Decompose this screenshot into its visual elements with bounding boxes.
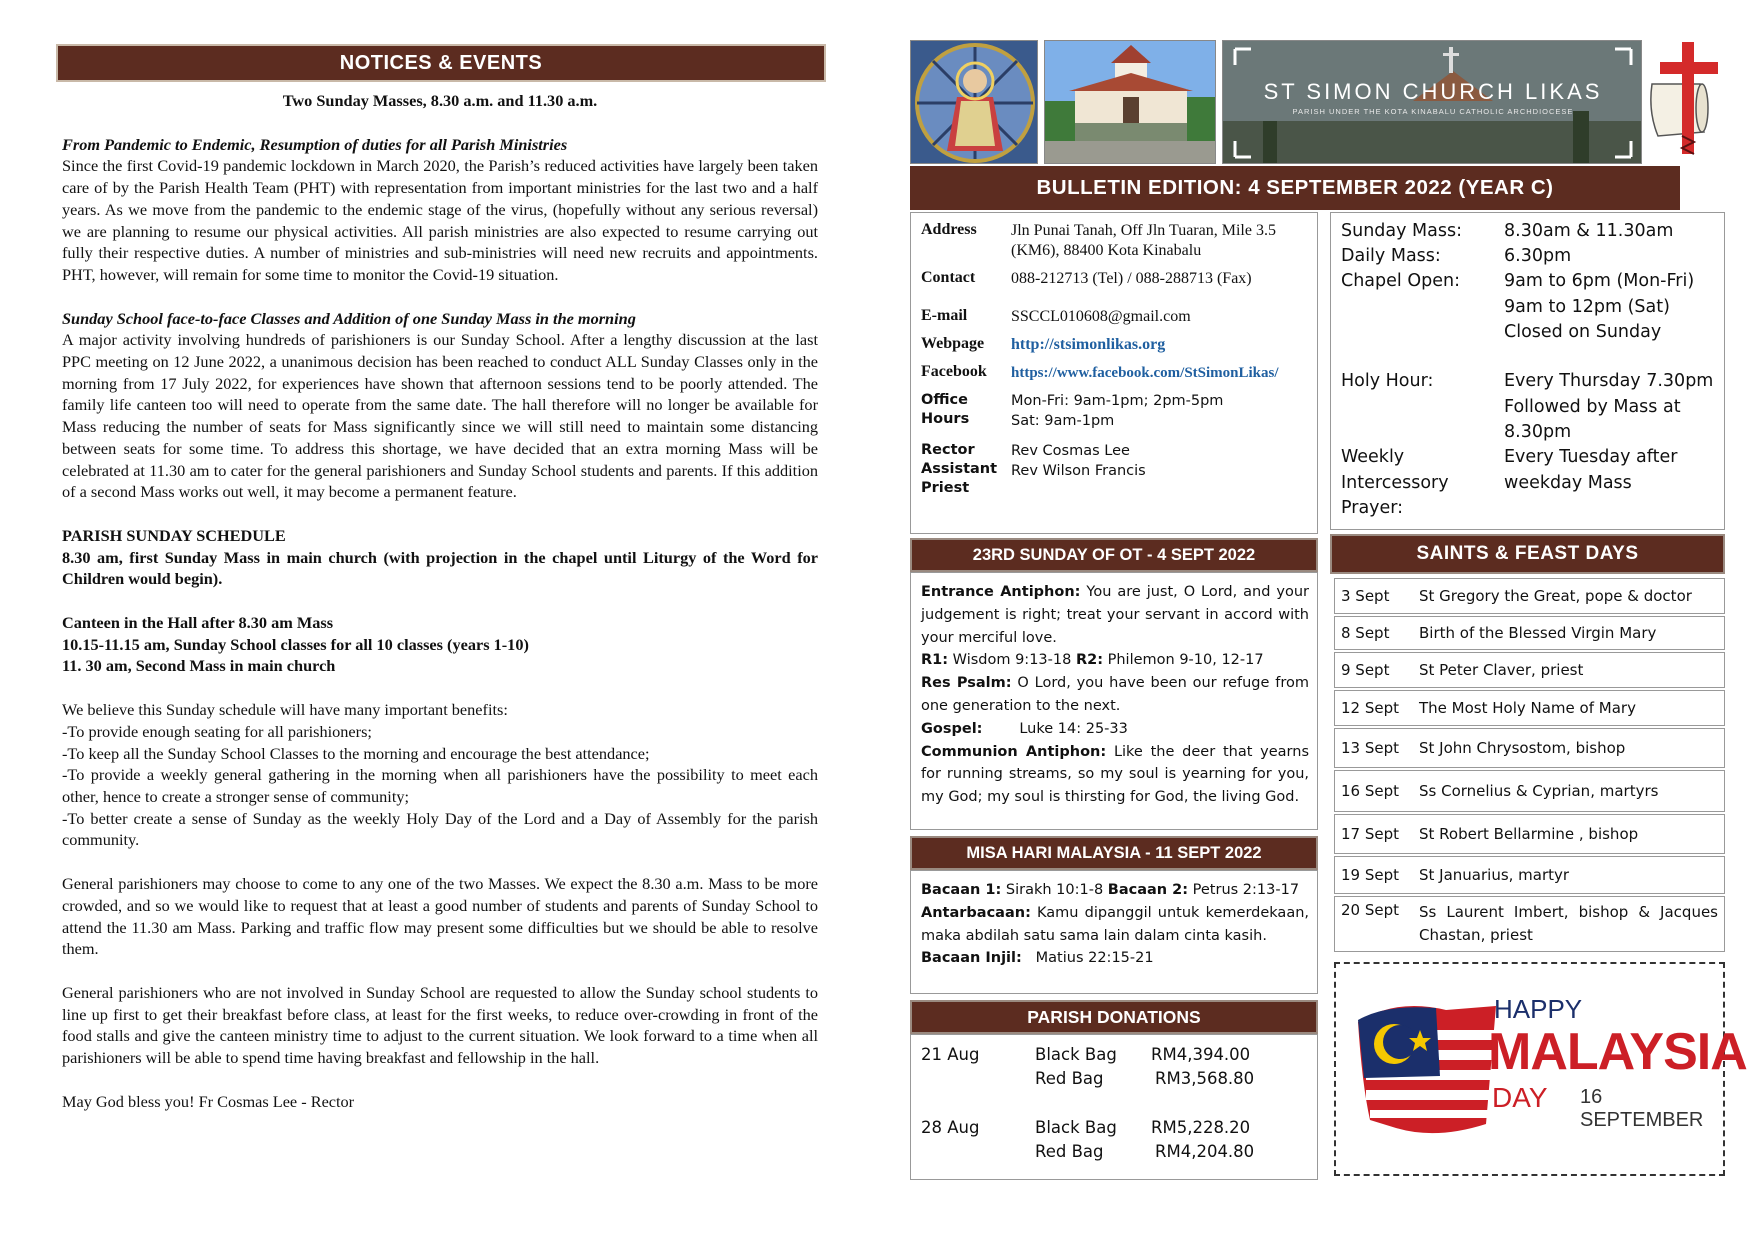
saint-row: 17 Sept St Robert Bellarmine , bishop bbox=[1334, 814, 1725, 854]
donation-label: Black Bag bbox=[1035, 1118, 1117, 1137]
facebook-row bbox=[921, 363, 1316, 383]
sunday-mass-row: Sunday Mass: 8.30am & 11.30am bbox=[1341, 221, 1674, 241]
bulletin-edition: BULLETIN EDITION: 4 SEPTEMBER 2022 (YEAR C) bbox=[910, 166, 1680, 210]
misa-readings: Bacaan 1: Sirakh 10:1-8 Bacaan 2: Petrus 2:13-17 Antarbacaan: Kamu dipanggil untuk kemerdekaan, maka abdilah satu sama lain dalam cinta kasih. Bacaan Injil: Matius 22:15-21 bbox=[910, 870, 1318, 994]
saint-row: 3 Sept St Gregory the Great, pope & doctor bbox=[1334, 578, 1725, 614]
saint-row: 12 Sept The Most Holy Name of Mary bbox=[1334, 690, 1725, 726]
saint-row: 8 Sept Birth of the Blessed Virgin Mary bbox=[1334, 616, 1725, 650]
webpage-label: Webpage bbox=[921, 335, 985, 352]
cross-scroll-logo bbox=[1644, 40, 1730, 164]
rector-names: Rev Cosmas Lee Rev Wilson Francis bbox=[1011, 443, 1146, 479]
holy-hour-row: Holy Hour: Every Thursday 7.30pm Followed by Mass at 8.30pm bbox=[1341, 371, 1714, 442]
church-subtitle: PARISH UNDER THE KOTA KINABALU CATHOLIC ARCHDIOCESE bbox=[1292, 107, 1574, 116]
schedule-item: 10.15-11.15 am, Sunday School classes for all 10 classes (years 1-10) bbox=[62, 634, 529, 654]
webpage-row bbox=[921, 335, 1316, 355]
address-label: Address bbox=[921, 221, 977, 238]
section2-title: Sunday School face-to-face Classes and Addition of one Sunday Mass in the morning bbox=[62, 308, 636, 328]
donation-label: Red Bag bbox=[1035, 1069, 1104, 1088]
donation-label: Black Bag bbox=[1035, 1045, 1117, 1064]
benefit-item: -To keep all the Sunday School Classes to the morning and encourage the best attendance; bbox=[62, 743, 650, 763]
benefit-item: -To provide enough seating for all parishioners; bbox=[62, 721, 372, 741]
office-hours: Mon-Fri: 9am-1pm; 2pm-5pm Sat: 9am-1pm bbox=[1011, 393, 1224, 429]
notices-body bbox=[62, 90, 818, 1112]
saint-row: 20 Sept Ss Laurent Imbert, bishop & Jacques Chastan, priest bbox=[1334, 896, 1725, 952]
breakfast-paragraph: General parishioners who are not involved in Sunday School are requested to allow the Sunday school students to line up first to get their breakfast before class, at least for the first weeks, to reduce over-crowding in front of the food stalls and give the canteen ministry time to adjust to the current situation. We look forward to a time when all parishioners will be able to spend time having breakfast and fellowship in the hall. bbox=[62, 982, 818, 1068]
saint-row: 16 Sept Ss Cornelius & Cyprian, martyrs bbox=[1334, 770, 1725, 812]
misa-header: MISA HARI MALAYSIA - 11 SEPT 2022 bbox=[910, 836, 1318, 870]
section1-title: From Pandemic to Endemic, Resumption of duties for all Parish Ministries bbox=[62, 134, 568, 154]
intercessory-row: Weekly Intercessory Prayer: Every Tuesday after weekday Mass bbox=[1341, 447, 1678, 518]
schedule-title: PARISH SUNDAY SCHEDULE bbox=[62, 525, 286, 545]
email-row bbox=[921, 307, 1316, 327]
saint-row: 13 Sept St John Chrysostom, bishop bbox=[1334, 728, 1725, 768]
schedule-item: Canteen in the Hall after 8.30 am Mass bbox=[62, 613, 334, 633]
address-value: Jln Punai Tanah, Off Jln Tuaran, Mile 3.5 (KM6), 88400 Kota Kinabalu bbox=[1011, 222, 1276, 259]
section2-body: A major activity involving hundreds of parishioners is our Sunday School. After a lengthy discussion at the last PPC meeting on 12 June 2022, a unanimous decision has been reached to conduct ALL Sunday Classes only in the morning from 17 July 2022, for experiences have shown that afternoon sessions tend to be poorly attended. The family life canteen too will need to operate from the same date. The hall therefore will no longer be available for Mass reducing the number of seats for Mass significantly since we will still need to maintain some distancing between seats for some time. To address this shortage, we have decided that an extra morning Mass will be celebrated at 11.30 am to cater for the general parishioners and Sunday School students and parents. If this addition of a second Mass works out well, it may become a permanent feature. bbox=[62, 330, 818, 502]
church-photo bbox=[1044, 40, 1216, 164]
rector-row bbox=[921, 441, 1316, 498]
chapel-open-row: Chapel Open: 9am to 6pm (Mon-Fri) 9am to 12pm (Sat) Closed on Sunday bbox=[1341, 271, 1695, 342]
signoff: May God bless you! Fr Cosmas Lee - Rector bbox=[62, 1091, 355, 1111]
facebook-label: Facebook bbox=[921, 363, 987, 380]
notices-header: NOTICES & EVENTS bbox=[56, 44, 826, 82]
webpage-link[interactable]: http://stsimonlikas.org bbox=[1011, 336, 1166, 353]
saint-row: 19 Sept St Januarius, martyr bbox=[1334, 856, 1725, 894]
banner-day: DAY bbox=[1492, 1082, 1548, 1113]
donation-amount: RM4,394.00 bbox=[1151, 1045, 1251, 1064]
donation-amount: RM3,568.80 bbox=[1155, 1069, 1255, 1088]
ot-readings: Entrance Antiphon: You are just, O Lord, and your judgement is right; treat your servant in accord with your merciful love. R1: Wisdom 9:13-18 R2: Philemon 9-10, 12-17 Res Psalm: O Lord, you have been our refuge from one generation to the next. Gospel: Luke 14: 25-33 Communion Antiphon: Like the deer that yearns for running streams, so my soul is yearning for you, my God; my soul is thirsting for God, the living God. bbox=[910, 572, 1318, 830]
ot-header: 23RD SUNDAY OF OT - 4 SEPT 2022 bbox=[910, 538, 1318, 572]
donations-table bbox=[910, 1034, 1318, 1180]
church-banner bbox=[1222, 40, 1642, 164]
facebook-link[interactable]: https://www.facebook.com/StSimonLikas/ bbox=[1011, 365, 1279, 381]
parish-info-panel bbox=[910, 212, 1318, 534]
rector-label: Rector Assistant Priest bbox=[921, 442, 998, 496]
office-row bbox=[921, 391, 1316, 431]
benefit-item: -To provide a weekly general gathering in the morning when all parishioners have the possibility to meet each other, hence to create a stronger sense of community; bbox=[62, 765, 818, 806]
donation-amount: RM5,228.20 bbox=[1151, 1118, 1251, 1137]
daily-mass-row: Daily Mass: 6.30pm bbox=[1341, 246, 1572, 266]
office-label: Office Hours bbox=[921, 392, 970, 427]
banner-happy: HAPPY bbox=[1494, 994, 1583, 1024]
section1-body: Since the first Covid-19 pandemic lockdown in March 2020, the Parish’s reduced activities have largely been taken care of by the Parish Health Team (PHT) with representation from important ministries for the last two and a half years. As we move from the pandemic to the endemic stage of the virus, (hopefully without any serious reversal) we are planning to resume our physical activities. All parish ministries are also expected to resume carrying out fully their respective duties. A number of ministries and sub-ministries will need new recruits and appointments. PHT, however, will remain for some time to monitor the Covid-19 situation. bbox=[62, 156, 818, 284]
benefits-intro: We believe this Sunday schedule will have many important benefits: bbox=[62, 700, 508, 720]
schedule-item: 8.30 am, first Sunday Mass in main church (with projection in the chapel until Liturgy of the Word for Children would begin). bbox=[62, 547, 818, 589]
general-paragraph: General parishioners may choose to come to any one of the two Masses. We expect the 8.30 a.m. Mass to be more crowded, and so we would like to request that at least a good number of students and parents of Sunday School to attend the 11.30 am Mass. Parking and traffic flow may present some difficulties but we should be able to resolve them. bbox=[62, 874, 818, 959]
mass-schedule-panel bbox=[1330, 212, 1725, 530]
benefit-item: -To better create a sense of Sunday as the weekly Holy Day of the Lord and a Day of Assembly for the parish community. bbox=[62, 808, 818, 850]
banner-date: 16 SEPTEMBER bbox=[1580, 1086, 1704, 1131]
donations-header: PARISH DONATIONS bbox=[910, 1000, 1318, 1034]
donation-date: 21 Aug bbox=[921, 1045, 980, 1064]
email-label: E-mail bbox=[921, 307, 968, 324]
saint-row: 9 Sept St Peter Claver, priest bbox=[1334, 652, 1725, 688]
address-row bbox=[921, 221, 1316, 261]
stained-glass-image bbox=[910, 40, 1038, 164]
contact-row bbox=[921, 269, 1316, 289]
contact-label: Contact bbox=[921, 269, 976, 286]
email-value[interactable]: SSCCL010608@gmail.com bbox=[1011, 308, 1191, 325]
donation-label: Red Bag bbox=[1035, 1142, 1104, 1161]
contact-value: 088-212713 (Tel) / 088-288713 (Fax) bbox=[1011, 270, 1252, 287]
schedule-item: 11. 30 am, Second Mass in main church bbox=[62, 656, 336, 676]
masses-line: Two Sunday Masses, 8.30 a.m. and 11.30 a.m. bbox=[282, 91, 598, 110]
church-name: ST SIMON CHURCH LIKAS bbox=[1263, 79, 1603, 104]
donation-date: 28 Aug bbox=[921, 1118, 980, 1137]
donation-amount: RM4,204.80 bbox=[1155, 1142, 1255, 1161]
saints-header: SAINTS & FEAST DAYS bbox=[1330, 534, 1725, 574]
malaysia-day-banner bbox=[1334, 962, 1747, 1176]
banner-malaysia: MALAYSIA bbox=[1488, 1023, 1747, 1081]
